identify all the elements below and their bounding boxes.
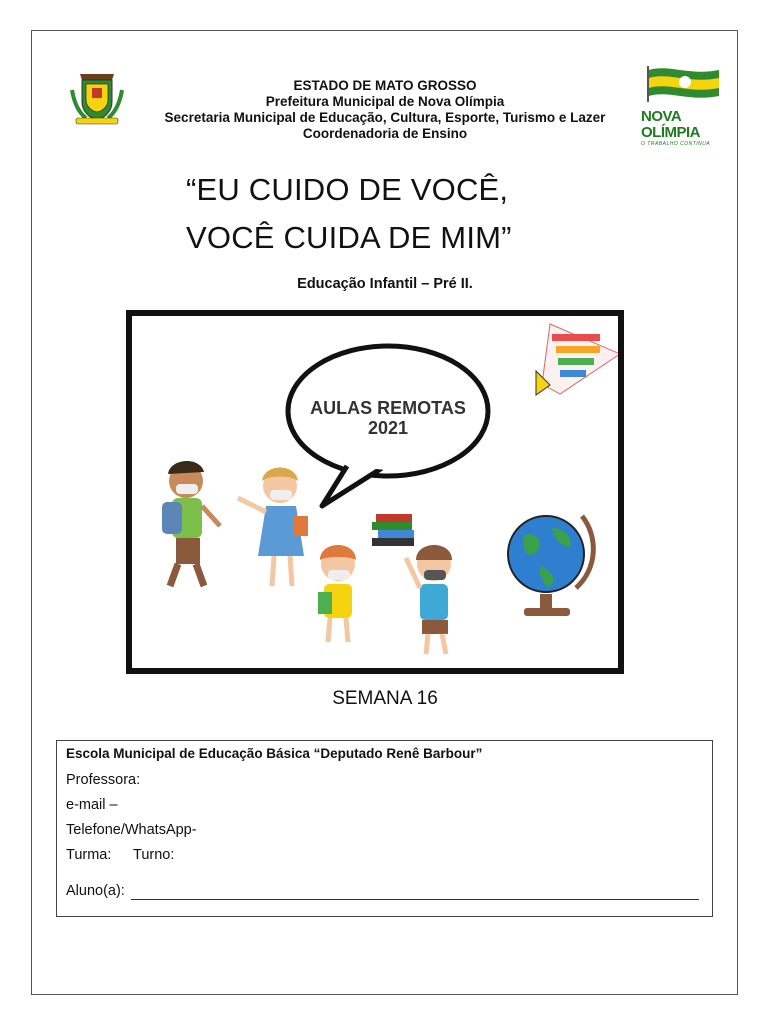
teacher-field: Professora: bbox=[66, 772, 141, 788]
student-name-line bbox=[131, 899, 699, 900]
student-field: Aluno(a): bbox=[66, 883, 125, 899]
school-name: Escola Municipal de Educação Básica “Deputado Renê Barbour” bbox=[66, 746, 483, 761]
title-line-2: VOCÊ CUIDA DE MIM” bbox=[186, 220, 512, 255]
child-boy-backpack bbox=[162, 461, 220, 586]
header-coordination: Coordenadoria de Ensino bbox=[302, 126, 468, 141]
shift-field: Turno: bbox=[133, 847, 175, 863]
week-label: SEMANA 16 bbox=[332, 688, 438, 709]
child-girl-waving bbox=[238, 468, 308, 587]
nova-olimpia-logo bbox=[641, 64, 729, 147]
child-girl-glasses bbox=[318, 545, 356, 642]
header-prefecture: Prefeitura Municipal de Nova Olímpia bbox=[265, 94, 505, 109]
logo-tagline: O TRABALHO CONTINUA bbox=[641, 141, 711, 147]
bubble-text-2: 2021 bbox=[367, 418, 409, 438]
student-info-box bbox=[56, 740, 713, 917]
phone-field: Telefone/WhatsApp- bbox=[66, 822, 197, 838]
bubble-text-1: AULAS REMOTAS bbox=[310, 398, 466, 418]
stacked-books-icon bbox=[372, 514, 414, 546]
subtitle: Educação Infantil – Pré II. bbox=[297, 276, 473, 292]
speech-bubble bbox=[288, 346, 488, 506]
globe-icon bbox=[508, 516, 593, 616]
child-boy-stretching bbox=[406, 545, 452, 654]
class-field: Turma: bbox=[66, 847, 112, 863]
header-state: ESTADO DE MATO GROSSO bbox=[293, 78, 477, 93]
flag-icon bbox=[641, 64, 729, 104]
title-line-1: “EU CUIDO DE VOCÊ, bbox=[186, 172, 509, 207]
logo-name: NOVA OLÍMPIA bbox=[641, 108, 700, 141]
email-field: e-mail – bbox=[66, 797, 118, 813]
header-secretariat: Secretaria Municipal de Educação, Cultura, Esporte, Turismo e Lazer bbox=[164, 110, 606, 125]
cover-illustration bbox=[126, 310, 624, 674]
pencil-words-icon bbox=[536, 324, 618, 395]
